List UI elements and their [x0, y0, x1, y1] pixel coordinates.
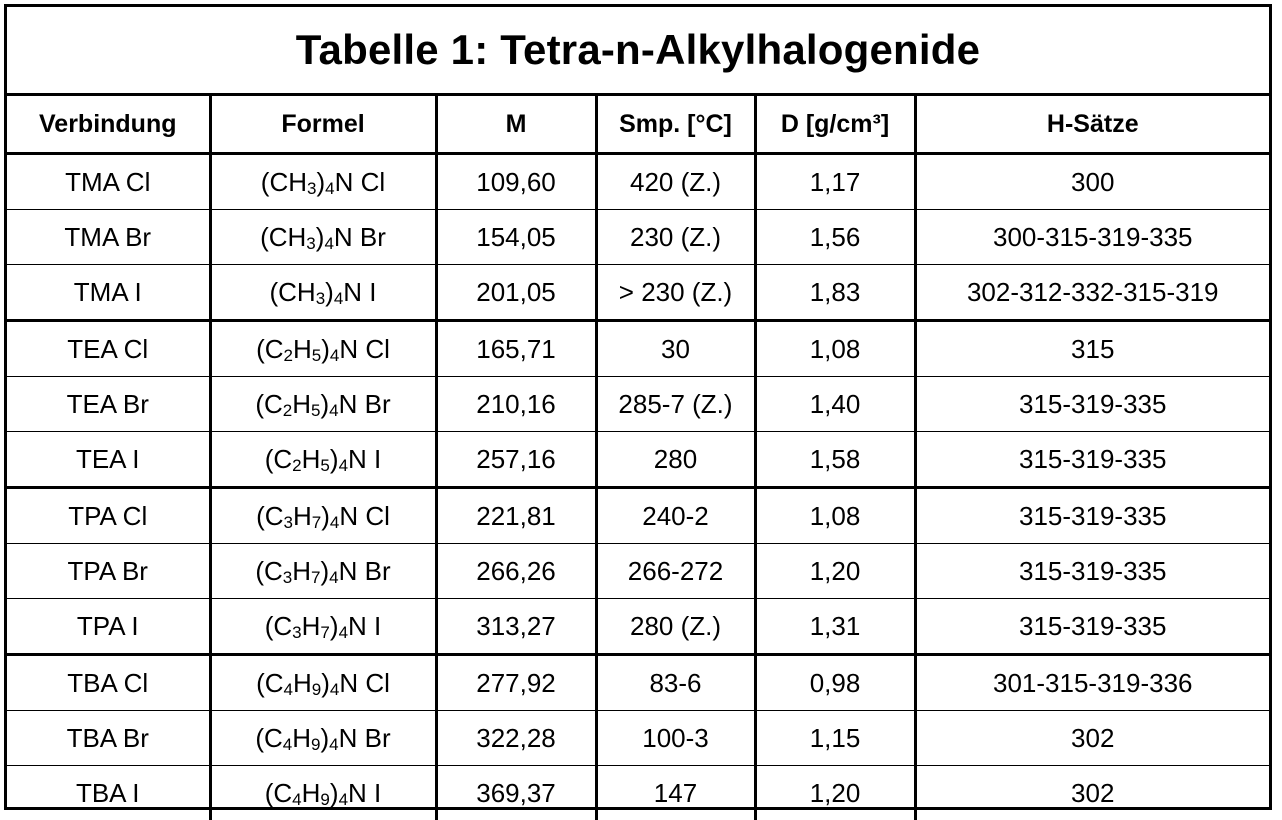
formula-subscript: 2 [283, 401, 292, 420]
cell-smp: 230 (Z.) [596, 210, 755, 265]
formula-part: ) [330, 444, 339, 474]
formula-part: ) [321, 334, 330, 364]
column-header-verbindung: Verbindung [7, 96, 210, 154]
formula-subscript: 4 [283, 735, 292, 754]
formula-subscript: 4 [339, 623, 348, 642]
cell-m: 313,27 [436, 599, 596, 655]
cell-h-saetze: 315-319-335 [915, 432, 1269, 488]
header-row [7, 96, 1269, 154]
data-table [7, 96, 1269, 820]
formula-part: ) [325, 277, 334, 307]
cell-smp: 147 [596, 766, 755, 820]
formula-part: N Br [334, 222, 386, 252]
cell-verbindung: TBA I [7, 766, 210, 820]
cell-d: 1,40 [755, 377, 915, 432]
cell-m: 257,16 [436, 432, 596, 488]
cell-smp: 285-7 (Z.) [596, 377, 755, 432]
cell-m: 109,60 [436, 154, 596, 210]
cell-formel [210, 655, 436, 711]
formula-part: N I [348, 611, 381, 641]
formula-subscript: 9 [311, 735, 320, 754]
formula-subscript: 3 [292, 623, 301, 642]
formula-part: H [302, 444, 321, 474]
formula-subscript: 3 [306, 234, 315, 253]
formula-subscript: 7 [320, 623, 329, 642]
formula-part: H [293, 668, 312, 698]
cell-smp: 266-272 [596, 544, 755, 599]
formula-subscript: 4 [329, 401, 338, 420]
formula-part: (CH [269, 277, 315, 307]
formula-part: (C [256, 334, 283, 364]
cell-verbindung: TEA Cl [7, 321, 210, 377]
cell-h-saetze: 315-319-335 [915, 377, 1269, 432]
formula-subscript: 4 [330, 346, 339, 365]
formula-part: N I [343, 277, 376, 307]
cell-smp: 280 [596, 432, 755, 488]
cell-m: 369,37 [436, 766, 596, 820]
formula-subscript: 4 [325, 179, 334, 198]
cell-m: 277,92 [436, 655, 596, 711]
cell-formel [210, 599, 436, 655]
cell-h-saetze: 300 [915, 154, 1269, 210]
formula-part: N I [348, 444, 381, 474]
formula-part: H [292, 389, 311, 419]
cell-formel [210, 377, 436, 432]
cell-verbindung: TBA Cl [7, 655, 210, 711]
formula-subscript: 4 [330, 513, 339, 532]
formula-subscript: 7 [312, 513, 321, 532]
cell-d: 1,58 [755, 432, 915, 488]
formula-part: H [293, 501, 312, 531]
formula-subscript: 3 [283, 568, 292, 587]
formula-subscript: 4 [284, 680, 293, 699]
formula-subscript: 9 [312, 680, 321, 699]
cell-verbindung: TPA Cl [7, 488, 210, 544]
cell-formel [210, 488, 436, 544]
cell-m: 266,26 [436, 544, 596, 599]
formula-part: N Cl [339, 334, 390, 364]
cell-formel [210, 544, 436, 599]
column-header-m: M [436, 96, 596, 154]
formula-subscript: 3 [307, 179, 316, 198]
column-header-smp: Smp. [°C] [596, 96, 755, 154]
formula-subscript: 4 [292, 790, 301, 809]
cell-verbindung: TMA Cl [7, 154, 210, 210]
formula-subscript: 5 [320, 456, 329, 475]
formula-part: (C [265, 778, 292, 808]
formula-part: (C [265, 611, 292, 641]
cell-verbindung: TMA I [7, 265, 210, 321]
cell-verbindung: TBA Br [7, 711, 210, 766]
cell-d: 1,15 [755, 711, 915, 766]
cell-smp: > 230 (Z.) [596, 265, 755, 321]
formula-part: N Br [339, 723, 391, 753]
formula-part: H [292, 556, 311, 586]
cell-d: 1,08 [755, 488, 915, 544]
cell-formel [210, 210, 436, 265]
formula-part: N Cl [339, 668, 390, 698]
table-row [7, 599, 1269, 655]
cell-formel [210, 321, 436, 377]
cell-verbindung: TPA I [7, 599, 210, 655]
cell-d: 1,20 [755, 766, 915, 820]
formula-subscript: 4 [330, 680, 339, 699]
formula-part: (C [255, 556, 282, 586]
formula-part: N Br [339, 389, 391, 419]
formula-part: N I [348, 778, 381, 808]
formula-part: ) [316, 167, 325, 197]
formula-part: ) [321, 723, 330, 753]
formula-part: N Br [339, 556, 391, 586]
cell-h-saetze: 315 [915, 321, 1269, 377]
cell-verbindung: TMA Br [7, 210, 210, 265]
formula-part: (C [255, 723, 282, 753]
table-body [7, 154, 1269, 820]
formula-part: (C [256, 501, 283, 531]
cell-h-saetze: 315-319-335 [915, 544, 1269, 599]
table-row [7, 544, 1269, 599]
formula-part: ) [321, 556, 330, 586]
formula-subscript: 4 [329, 735, 338, 754]
cell-m: 221,81 [436, 488, 596, 544]
formula-part: ) [330, 611, 339, 641]
cell-h-saetze: 302 [915, 766, 1269, 820]
cell-d: 1,31 [755, 599, 915, 655]
formula-part: ) [330, 778, 339, 808]
table-row [7, 766, 1269, 820]
cell-h-saetze: 315-319-335 [915, 488, 1269, 544]
formula-subscript: 4 [324, 234, 333, 253]
cell-verbindung: TPA Br [7, 544, 210, 599]
formula-part: H [293, 334, 312, 364]
formula-part: H [302, 778, 321, 808]
column-header-h-saetze: H-Sätze [915, 96, 1269, 154]
formula-subscript: 5 [312, 346, 321, 365]
table-row [7, 432, 1269, 488]
cell-smp: 280 (Z.) [596, 599, 755, 655]
table-row [7, 154, 1269, 210]
cell-d: 0,98 [755, 655, 915, 711]
formula-part: ) [321, 389, 330, 419]
formula-subscript: 2 [284, 346, 293, 365]
cell-verbindung: TEA Br [7, 377, 210, 432]
formula-part: ) [321, 668, 330, 698]
formula-part: (CH [260, 222, 306, 252]
formula-subscript: 9 [320, 790, 329, 809]
formula-subscript: 4 [334, 289, 343, 308]
cell-smp: 420 (Z.) [596, 154, 755, 210]
formula-part: (C [265, 444, 292, 474]
cell-smp: 30 [596, 321, 755, 377]
formula-part: (CH [261, 167, 307, 197]
table-row [7, 711, 1269, 766]
cell-formel [210, 766, 436, 820]
cell-smp: 83-6 [596, 655, 755, 711]
cell-verbindung: TEA I [7, 432, 210, 488]
cell-m: 154,05 [436, 210, 596, 265]
table-row [7, 210, 1269, 265]
cell-formel [210, 265, 436, 321]
formula-subscript: 4 [329, 568, 338, 587]
cell-m: 210,16 [436, 377, 596, 432]
cell-formel [210, 154, 436, 210]
formula-part: N Cl [339, 501, 390, 531]
table-row [7, 655, 1269, 711]
cell-d: 1,08 [755, 321, 915, 377]
formula-part: (C [255, 389, 282, 419]
formula-subscript: 4 [339, 790, 348, 809]
formula-subscript: 5 [311, 401, 320, 420]
formula-part: N Cl [335, 167, 386, 197]
formula-part: H [302, 611, 321, 641]
cell-smp: 240-2 [596, 488, 755, 544]
formula-part: ) [321, 501, 330, 531]
cell-h-saetze: 300-315-319-335 [915, 210, 1269, 265]
table-row [7, 488, 1269, 544]
cell-d: 1,83 [755, 265, 915, 321]
cell-d: 1,17 [755, 154, 915, 210]
column-header-formel: Formel [210, 96, 436, 154]
table-row [7, 265, 1269, 321]
cell-d: 1,20 [755, 544, 915, 599]
cell-h-saetze: 302-312-332-315-319 [915, 265, 1269, 321]
formula-subscript: 4 [339, 456, 348, 475]
formula-part: ) [316, 222, 325, 252]
cell-m: 165,71 [436, 321, 596, 377]
formula-subscript: 2 [292, 456, 301, 475]
formula-part: H [292, 723, 311, 753]
cell-h-saetze: 315-319-335 [915, 599, 1269, 655]
table-title: Tabelle 1: Tetra-n-Alkylhalogenide [7, 7, 1269, 96]
cell-h-saetze: 301-315-319-336 [915, 655, 1269, 711]
table-row [7, 377, 1269, 432]
cell-formel [210, 711, 436, 766]
table-frame [4, 4, 1272, 810]
cell-formel [210, 432, 436, 488]
formula-subscript: 3 [284, 513, 293, 532]
cell-smp: 100-3 [596, 711, 755, 766]
cell-m: 322,28 [436, 711, 596, 766]
formula-subscript: 3 [316, 289, 325, 308]
cell-d: 1,56 [755, 210, 915, 265]
table-row [7, 321, 1269, 377]
formula-subscript: 7 [311, 568, 320, 587]
column-header-d: D [g/cm³] [755, 96, 915, 154]
cell-m: 201,05 [436, 265, 596, 321]
cell-h-saetze: 302 [915, 711, 1269, 766]
formula-part: (C [256, 668, 283, 698]
